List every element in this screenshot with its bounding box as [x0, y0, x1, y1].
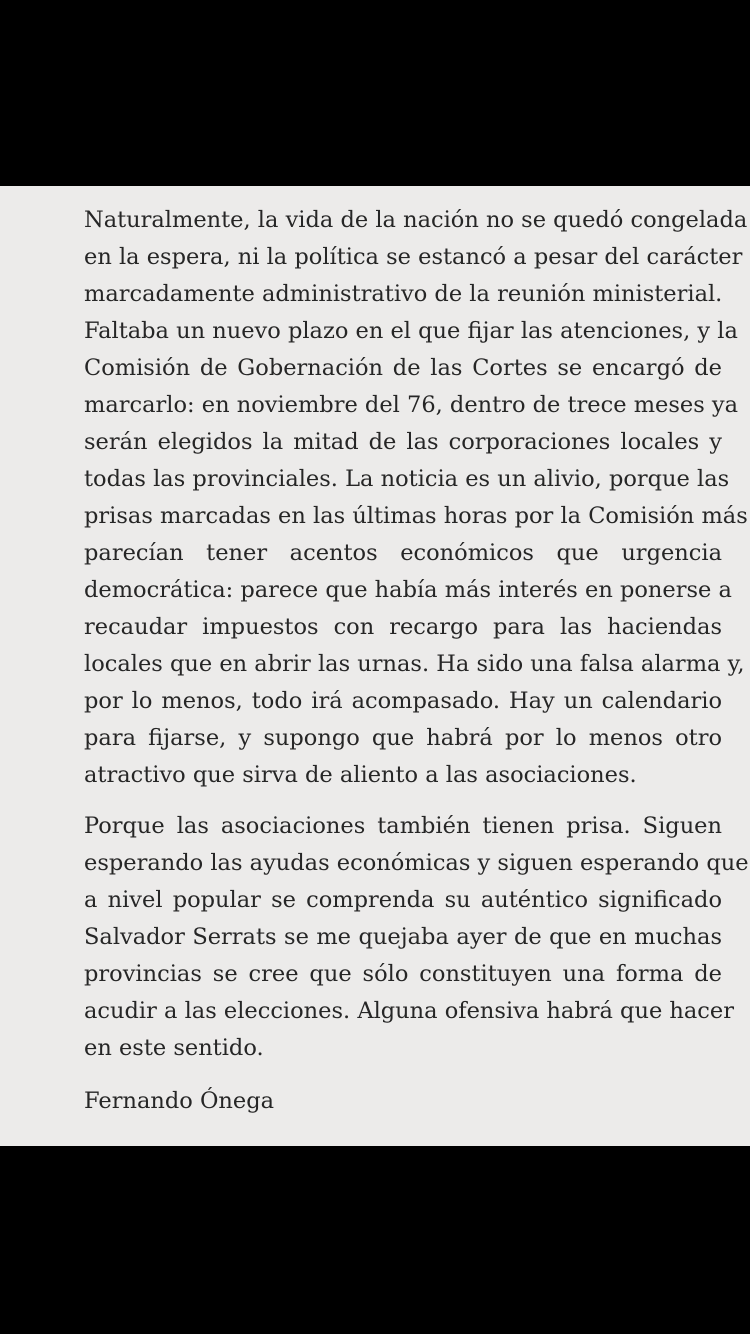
text-line: por lo menos, todo irá acompasado. Hay un calendario — [84, 688, 722, 714]
text-line: acudir a las elecciones. Alguna ofensiva habrá que hacer — [84, 998, 734, 1024]
paragraph-1 — [84, 202, 748, 794]
text-line: esperando las ayudas económicas y siguen esperando que — [84, 850, 749, 876]
text-line: locales que en abrir las urnas. Ha sido una falsa alarma y, — [84, 651, 745, 677]
text-line: democrática: parece que había más interés en ponerse a — [84, 577, 732, 603]
text-line: todas las provinciales. La noticia es un alivio, porque las — [84, 466, 730, 492]
text-line: en la espera, ni la política se estancó a pesar del carácter — [84, 244, 743, 270]
text-line: marcadamente administrativo de la reunión ministerial. — [84, 281, 723, 307]
article-body — [84, 202, 749, 1120]
text-line: Naturalmente, la vida de la nación no se quedó congelada — [84, 207, 748, 233]
author-signature: Fernando Ónega — [84, 1088, 275, 1114]
text-line: marcarlo: en noviembre del 76, dentro de trece meses ya — [84, 392, 739, 418]
text-line: prisas marcadas en las últimas horas por la Comisión más — [84, 503, 748, 529]
text-line: para fijarse, y supongo que habrá por lo menos otro — [84, 725, 722, 751]
text-line: atractivo que sirva de aliento a las asociaciones. — [84, 762, 637, 788]
text-line: parecían tener acentos económicos que urgencia — [84, 540, 722, 566]
paragraph-2 — [84, 808, 749, 1067]
text-line: provincias se cree que sólo constituyen una forma de — [84, 961, 722, 987]
text-line: serán elegidos la mitad de las corporaciones locales y — [84, 429, 722, 455]
text-line: Faltaba un nuevo plazo en el que fijar las atenciones, y la — [84, 318, 738, 344]
text-line: Porque las asociaciones también tienen prisa. Siguen — [84, 813, 722, 839]
document-page — [0, 186, 750, 1146]
text-line: en este sentido. — [84, 1035, 264, 1061]
text-line: Salvador Serrats se me quejaba ayer de que en muchas — [84, 924, 722, 950]
text-line: recaudar impuestos con recargo para las haciendas — [84, 614, 722, 640]
text-line: Comisión de Gobernación de las Cortes se encargó de — [84, 355, 722, 381]
text-line: a nivel popular se comprenda su auténtico significado — [84, 887, 722, 913]
